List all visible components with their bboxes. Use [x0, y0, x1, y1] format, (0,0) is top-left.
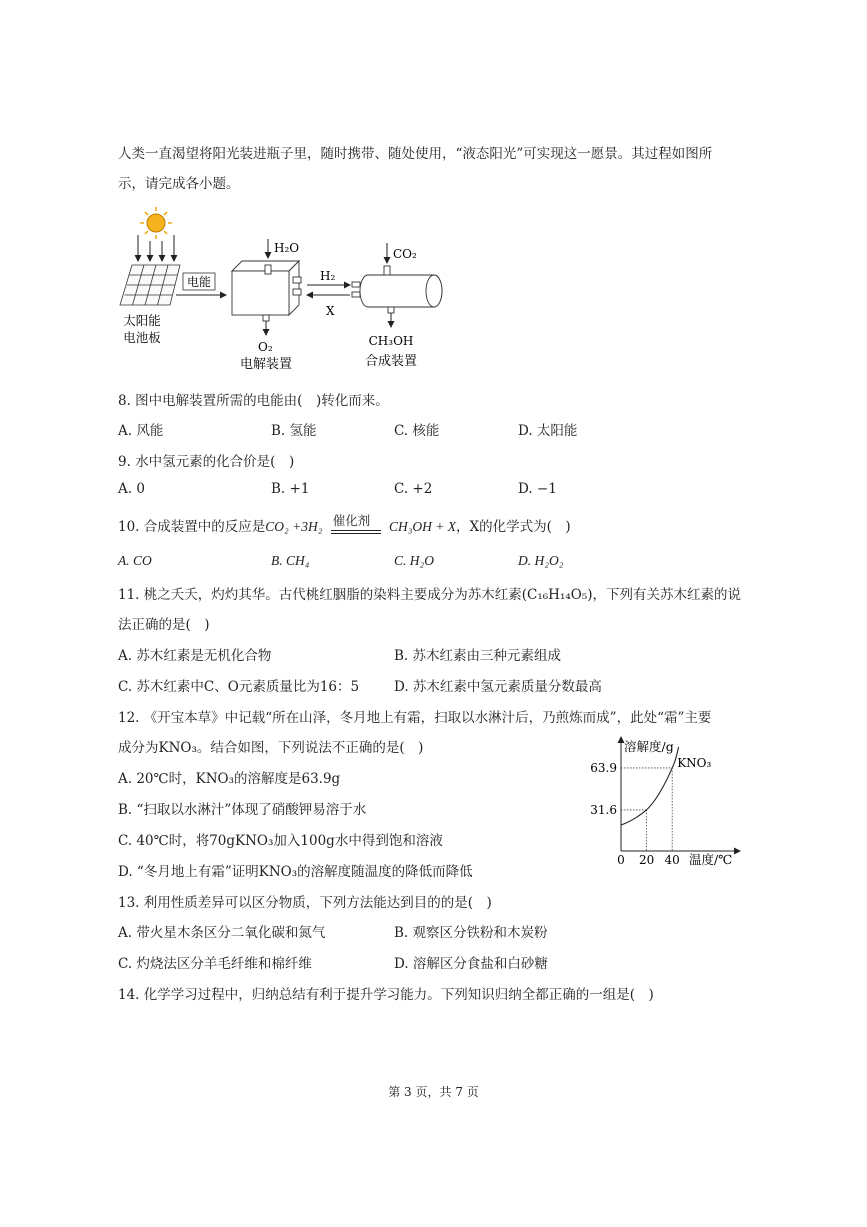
q10-reactants: CO₂ +3H₂: [265, 519, 323, 534]
ch3oh-label: CH₃OH: [368, 334, 414, 348]
synthesis-device: [352, 266, 442, 313]
solar-panel-icon: [120, 265, 180, 305]
q13-option-a[interactable]: A. 带火星木条区分二氧化碳和氮气: [118, 925, 326, 941]
q10-option-b[interactable]: B. CH₄: [271, 553, 310, 568]
q10-option-c[interactable]: C. H₂O: [394, 553, 434, 568]
kno3-solubility-curve: [621, 747, 679, 825]
y-tick-31-6: 31.6: [590, 802, 617, 817]
x-tick-0: 0: [617, 853, 625, 867]
synthesis-label: 合成装置: [364, 354, 418, 369]
q8-stem: 8. 图中电解装置所需的电能由( )转化而来。: [118, 393, 389, 409]
y-axis-label: 溶解度/g: [624, 739, 674, 754]
h2-label: H₂: [320, 269, 336, 283]
electric-energy-label: 电能: [186, 275, 212, 289]
q10-catalyst: 催化剂: [332, 512, 371, 528]
page-footer: 第 3 页，共 7 页: [388, 1085, 479, 1099]
q10-option-a[interactable]: A. CO: [118, 553, 152, 568]
x-tick-20: 20: [638, 853, 655, 867]
y-tick-63-9: 63.9: [590, 760, 617, 775]
q13-option-d[interactable]: D. 溶解区分食盐和白砂糖: [394, 956, 548, 972]
q10-stem-prefix: 10. 合成装置中的反应是: [118, 519, 266, 535]
x-label: X: [326, 304, 335, 318]
q9-option-a[interactable]: A. 0: [118, 481, 145, 497]
q10-stem: [118, 512, 571, 537]
electrolysis-device: [232, 261, 301, 321]
q13-stem: 13. 利用性质差异可以区分物质，下列方法能达到目的的是( ): [118, 895, 492, 911]
q8-option-a[interactable]: A. 风能: [118, 423, 164, 439]
q8-option-c[interactable]: C. 核能: [394, 423, 440, 439]
q11-option-c[interactable]: C. 苏木红素中C、O元素质量比为16：5: [118, 679, 360, 695]
q8-option-d[interactable]: D. 太阳能: [518, 423, 578, 439]
panel-label-2: 电池板: [123, 330, 161, 345]
q13-option-b[interactable]: B. 观察区分铁粉和木炭粉: [394, 925, 548, 941]
x-tick-40: 40: [664, 853, 680, 867]
q12-option-c[interactable]: C. 40℃时，将70gKNO₃加入100g水中得到饱和溶液: [118, 833, 443, 849]
co2-label: CO₂: [393, 247, 417, 261]
q12-line-1: 12. 《开宝本草》中记载“所在山泽，冬月地上有霜，扫取以水淋汁后，乃煎炼而成”，此处“霜”主要: [118, 710, 712, 726]
intro-line-2: 示，请完成各小题。: [118, 176, 240, 192]
q8-option-b[interactable]: B. 氢能: [271, 423, 317, 439]
q12-option-a[interactable]: A. 20℃时，KNO₃的溶解度是63.9g: [118, 771, 341, 787]
intro-line-1: 人类一直渴望将阳光装进瓶子里，随时携带、随处使用，“液态阳光”可实现这一愿景。其过程如图所: [118, 146, 713, 162]
electrolysis-label: 电解装置: [239, 357, 293, 372]
q9-option-d[interactable]: D. −1: [518, 481, 557, 497]
q11-line-1: 11. 桃之夭夭，灼灼其华。古代桃红胭脂的染料主要成分为苏木红素(C₁₆H₁₄O₅)，下列有关苏木红素的说: [118, 587, 742, 603]
q12-option-b[interactable]: B. “扫取以水淋汁”体现了硝酸钾易溶于水: [118, 802, 367, 818]
q11-line-2: 法正确的是( ): [118, 617, 210, 633]
q10-catalyst-arrow: [331, 512, 381, 537]
q10-option-d[interactable]: D. H₂O₂: [518, 553, 564, 568]
q10-stem-suffix: ，X的化学式为( ): [456, 519, 571, 535]
q11-option-d[interactable]: D. 苏木红素中氢元素质量分数最高: [394, 679, 602, 695]
q9-option-c[interactable]: C. +2: [394, 481, 433, 497]
q12-option-d[interactable]: D. “冬月地上有霜”证明KNO₃的溶解度随温度的降低而降低: [118, 864, 473, 880]
q13-option-c[interactable]: C. 灼烧法区分羊毛纤维和棉纤维: [118, 956, 312, 972]
q11-option-a[interactable]: A. 苏木红素是无机化合物: [118, 648, 272, 664]
solubility-chart: [588, 733, 758, 868]
o2-label: O₂: [258, 340, 273, 354]
h2o-label: H₂O: [274, 241, 300, 255]
q11-option-b[interactable]: B. 苏木红素由三种元素组成: [394, 648, 562, 664]
q12-line-2: 成分为KNO₃。结合如图，下列说法不正确的是( ): [118, 740, 424, 756]
q14-stem: 14. 化学学习过程中，归纳总结有利于提升学习能力。下列知识归纳全都正确的一组是( ): [118, 987, 654, 1003]
panel-label-1: 太阳能: [123, 313, 161, 328]
q10-products: CH₃OH + X: [388, 519, 457, 534]
x-axis-label: 温度/℃: [689, 852, 733, 867]
q9-option-b[interactable]: B. +1: [271, 481, 310, 497]
q9-stem: 9. 水中氢元素的化合价是( ): [118, 454, 295, 470]
sun-icon: [140, 207, 172, 239]
kno3-series-label: KNO₃: [677, 755, 712, 770]
liquid-sunshine-diagram: [112, 203, 452, 373]
